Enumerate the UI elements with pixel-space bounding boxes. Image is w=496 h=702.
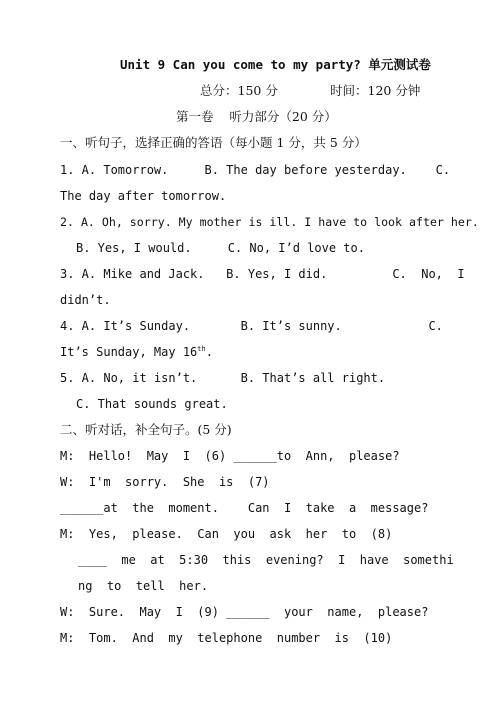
section1-heading: 一、听句子，选择正确的答语（每小题 1 分，共 5 分） — [60, 135, 367, 150]
question-4-line-2 — [60, 345, 213, 359]
dialogue-line-5: ____ me at 5:30 this evening? I have somethi — [78, 553, 454, 567]
question-5-line-2: C. That sounds great. — [76, 397, 228, 411]
question-1-line-1: 1. A. Tomorrow. B. The day before yesterday. C. — [60, 163, 451, 177]
question-3-line-2: didn’t. — [60, 293, 111, 307]
question-4-date: It’s Sunday, May 16 — [60, 345, 198, 359]
exam-title: Unit 9 Can you come to my party? 单元测试卷 — [120, 57, 431, 72]
question-4-line-1: 4. A. It’s Sunday. B. It’s sunny. C. — [60, 319, 443, 333]
dialogue-line-6: ng to tell her. — [78, 579, 209, 593]
question-1-line-2: The day after tomorrow. — [60, 189, 227, 203]
part-heading: 第一卷 听力部分（20 分） — [176, 109, 337, 124]
dialogue-line-7: W: Sure. May I (9) ______ your name, please? — [60, 605, 429, 619]
question-2-line-2: B. Yes, I would. C. No, I’d love to. — [76, 241, 365, 255]
question-3-line-1: 3. A. Mike and Jack. B. Yes, I did. C. No, I — [60, 267, 465, 281]
section2-heading: 二、听对话，补全句子。(5 分) — [60, 422, 232, 437]
dialogue-line-4: M: Yes, please. Can you ask her to (8) — [60, 527, 393, 541]
question-2-line-1: 2. A. Oh, sorry. My mother is ill. I have to look after her. — [60, 215, 479, 229]
dialogue-line-2: W: I'm sorry. She is (7) — [60, 475, 270, 489]
dialogue-line-3: ______at the moment. Can I take a message? — [60, 501, 429, 515]
exam-time: 时间：120 分钟 — [330, 83, 421, 98]
ordinal-suffix: th — [197, 345, 206, 353]
dialogue-line-8: M: Tom. And my telephone number is (10) — [60, 631, 393, 645]
question-4-period: . — [205, 345, 213, 359]
dialogue-line-1: M: Hello! May I (6) ______to Ann, please? — [60, 449, 400, 463]
question-5-line-1: 5. A. No, it isn’t. B. That’s all right. — [60, 371, 386, 385]
total-score: 总分：150 分 — [200, 83, 278, 98]
